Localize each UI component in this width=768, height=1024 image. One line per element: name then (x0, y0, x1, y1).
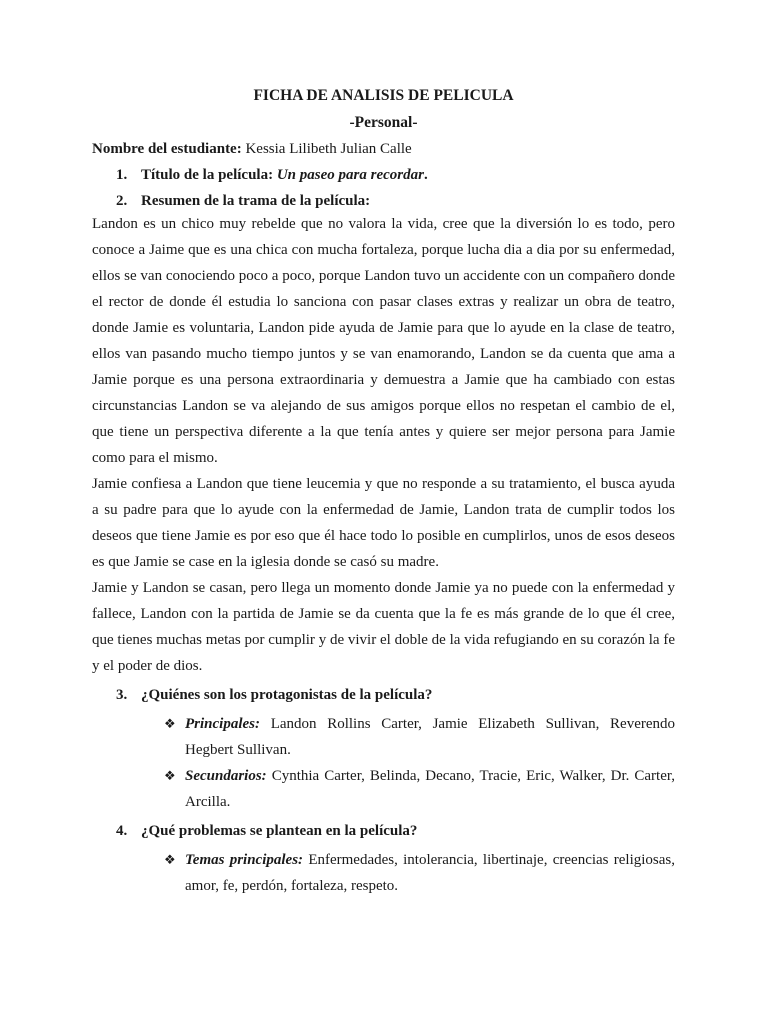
bullet-principal (92, 711, 675, 763)
secondary-label: Secundarios: (185, 768, 267, 784)
themes-text: Enfermedades, intolerancia, libertinaje, creencias religiosas, amor, fe, perdón, fortaleza, respeto. (185, 852, 676, 894)
item-number: 4. (116, 823, 128, 839)
secondary-text: Cynthia Carter, Belinda, Decano, Tracie, Eric, Walker, Dr. Carter, Arcilla. (185, 768, 676, 810)
summary-paragraph-3: Jamie y Landon se casan, pero llega un momento donde Jamie ya no puede con la enfermedad y fallece, Landon con la partida de Jamie se da cuenta que la fe es más grande de lo que él cree, que tienes muchas metas por cumplir y de vivir el doble de la vida refugiando en su corazón la fe y el poder de dios. (92, 580, 675, 674)
principal-text: Landon Rollins Carter, Jamie Elizabeth Sullivan, Reverendo Hegbert Sullivan. (185, 716, 675, 758)
item-number: 2. (116, 193, 128, 209)
item-protagonists-heading (92, 685, 675, 705)
summary-paragraph-2: Jamie confiesa a Landon que tiene leucemia y que no responde a su tratamiento, el busca ayuda a su padre para que lo ayude con la enfermedad de Jamie, Landon trata de cumplir todos los deseos que tiene Jamie es por eso que él hace todo lo posible en cumplirlos, unos de esos deseos es que Jamie se case en la iglesia donde se casó su madre. (92, 476, 675, 570)
item-number: 3. (116, 687, 128, 703)
item-summary-heading (92, 191, 675, 211)
student-line (92, 139, 675, 159)
student-label: Nombre del estudiante: (92, 141, 242, 157)
item-number: 1. (116, 167, 128, 183)
movie-title-value: Un paseo para recordar (276, 167, 424, 183)
diamond-bullet-icon: ❖ (164, 768, 176, 783)
diamond-bullet-icon: ❖ (164, 852, 176, 867)
themes-label: Temas principales: (185, 852, 304, 868)
protagonists-heading-label: ¿Quiénes son los protagonistas de la película? (141, 687, 433, 703)
principal-label: Principales: (185, 716, 260, 732)
bullet-themes (92, 847, 675, 899)
summary-heading-label: Resumen de la trama de la película: (141, 193, 371, 209)
bullet-secondary (92, 763, 675, 815)
problems-heading-label: ¿Qué problemas se plantean en la película? (141, 823, 418, 839)
diamond-bullet-icon: ❖ (164, 716, 176, 731)
item-title (92, 165, 675, 185)
movie-title-label: Título de la película: (141, 167, 274, 183)
movie-title-period: . (423, 167, 428, 183)
summary-paragraph-1: Landon es un chico muy rebelde que no valora la vida, cree que la diversión lo es todo, pero conoce a Jaime que es una chica con mucha fortaleza, porque lucha dia a dia por su enfermedad, ellos se van conociendo poco a poco, porque Landon tuvo un accidente con un compañero donde el rector de donde él estudia lo sanciona con pasar clases extras y realizar un obra de teatro, donde Jamie es voluntaria, Landon pide ayuda de Jamie para que lo ayude en la clase de teatro, ellos van pasando mucho tiempo juntos y se van enamorando, Landon se da cuenta que ama a Jamie porque es una persona extraordinaria y demuestra a Jamie que ha cambiado con estas circunstancias Landon se va alejando de sus amigos porque ellos no respetan el cambio de el, que tiene un perspectiva diferente a la que tenía antes y quiere ser mejor persona para Jamie como para el mismo. (92, 216, 675, 466)
item-problems-heading (92, 821, 675, 841)
document-title: FICHA DE ANALISIS DE PELICULA (253, 87, 514, 104)
student-name: Kessia Lilibeth Julian Calle (245, 141, 412, 157)
document-subtitle: -Personal- (349, 114, 418, 131)
